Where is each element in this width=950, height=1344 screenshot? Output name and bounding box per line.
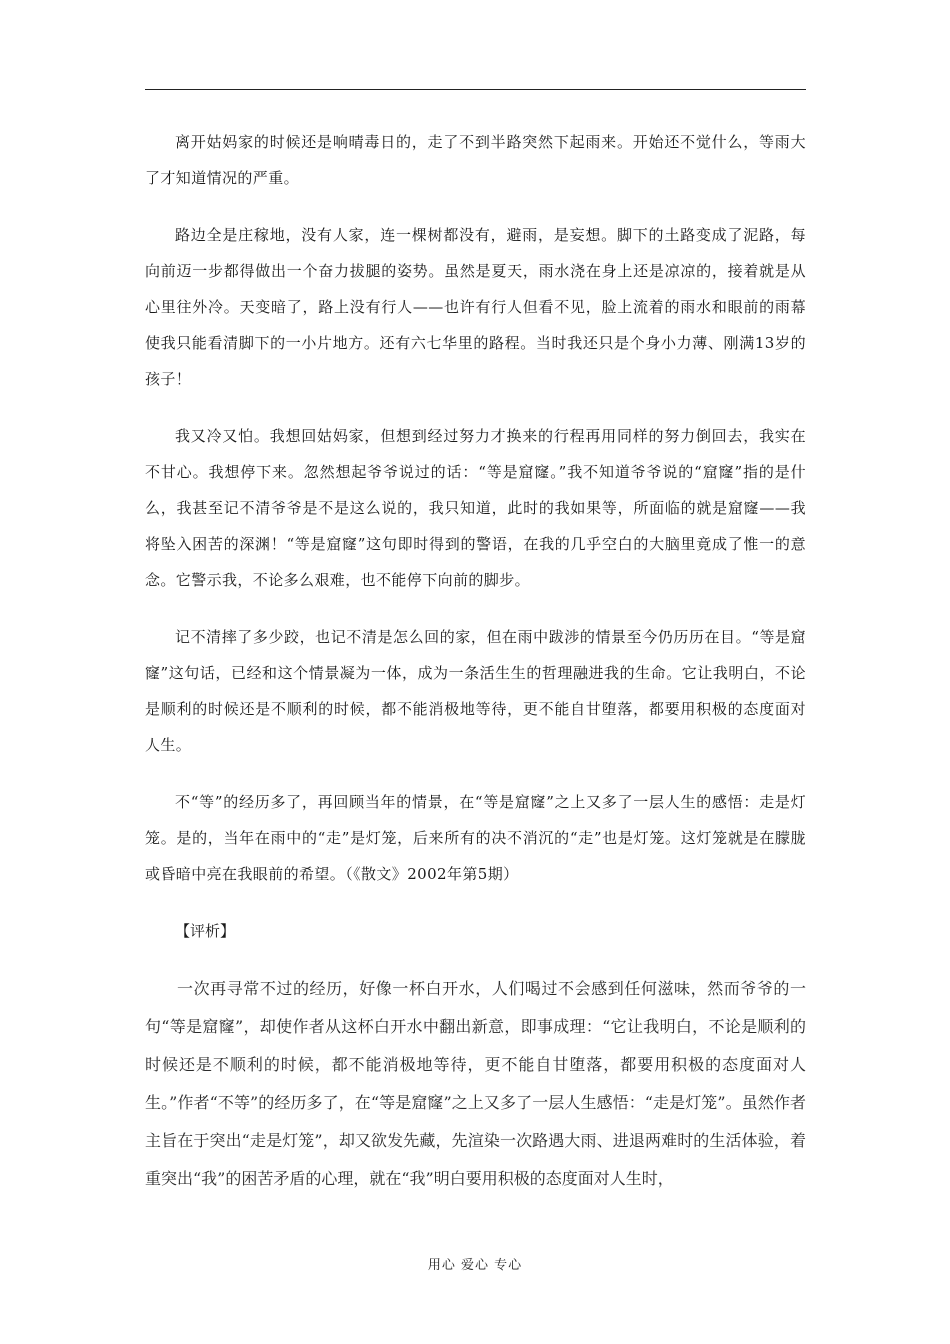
review-text: 一次再寻常不过的经历，好像一杯白开水，人们喝过不会感到任何滋味，然而爷爷的一句“等是窟窿”，却使作者从这杯白开水中翻出新意，即事成理：“它让我明白，不论是顺利的时候还是不顺利的时候，都不能消极地等待，更不能自甘堕落，都要用积极的态度面对人生。”作者“不等”的经历多了，在“等是窟窿”之上又多了一层人生感悟：“走是灯笼”。虽然作者主旨在于突出“走是灯笼”，却又欲发先藏，先渲染一次路遇大雨、进退两难时的生活体验，着重突出“我”的困苦矛盾的心理，就在“我”明白要用积极的态度面对人生时，	[145, 979, 806, 1188]
page-footer: 用心 爱心 专心	[427, 1258, 523, 1273]
paragraph-1: 离开姑妈家的时候还是响晴毒日的，走了不到半路突然下起雨来。开始还不觉什么，等雨大了才知道情况的严重。	[145, 133, 806, 187]
paragraph-4: 记不清摔了多少跤，也记不清是怎么回的家，但在雨中跋涉的情景至今仍历历在目。“等是窟窿”这句话，已经和这个情景凝为一体，成为一条活生生的哲理融进我的生命。它让我明白，不论是顺利的时候还是不顺利的时候，都不能消极地等待，更不能自甘堕落，都要用积极的态度面对人生。	[145, 628, 806, 754]
paragraph-3: 我又冷又怕。我想回姑妈家，但想到经过努力才换来的行程再用同样的努力倒回去，我实在不甘心。我想停下来。忽然想起爷爷说过的话：“等是窟窿。”我不知道爷爷说的“窟窿”指的是什么，我甚至记不清爷爷是不是这么说的，我只知道，此时的我如果等，所面临的就是窟窿——我将坠入困苦的深渊！“等是窟窿”这句即时得到的警语，在我的几乎空白的大脑里竟成了惟一的意念。它警示我，不论多么艰难，也不能停下向前的脚步。	[145, 427, 806, 589]
review-heading: 【评析】	[175, 922, 236, 940]
paragraph-5: 不“等”的经历多了，再回顾当年的情景，在“等是窟窿”之上又多了一层人生的感悟：走是灯笼。是的，当年在雨中的“走”是灯笼，后来所有的决不消沉的“走”也是灯笼。这灯笼就是在朦胧或昏暗中亮在我眼前的希望。（《散文》2002年第5期）	[145, 793, 806, 883]
header-rule	[145, 89, 806, 90]
article-body	[145, 124, 806, 1198]
paragraph-2: 路边全是庄稼地，没有人家，连一棵树都没有，避雨，是妄想。脚下的土路变成了泥路，每向前迈一步都得做出一个奋力拔腿的姿势。虽然是夏天，雨水浇在身上还是凉凉的，接着就是从心里往外冷。天变暗了，路上没有行人——也许有行人但看不见，脸上流着的雨水和眼前的雨幕使我只能看清脚下的一小片地方。还有六七华里的路程。当时我还只是个身小力薄、刚满13岁的孩子！	[145, 226, 806, 388]
